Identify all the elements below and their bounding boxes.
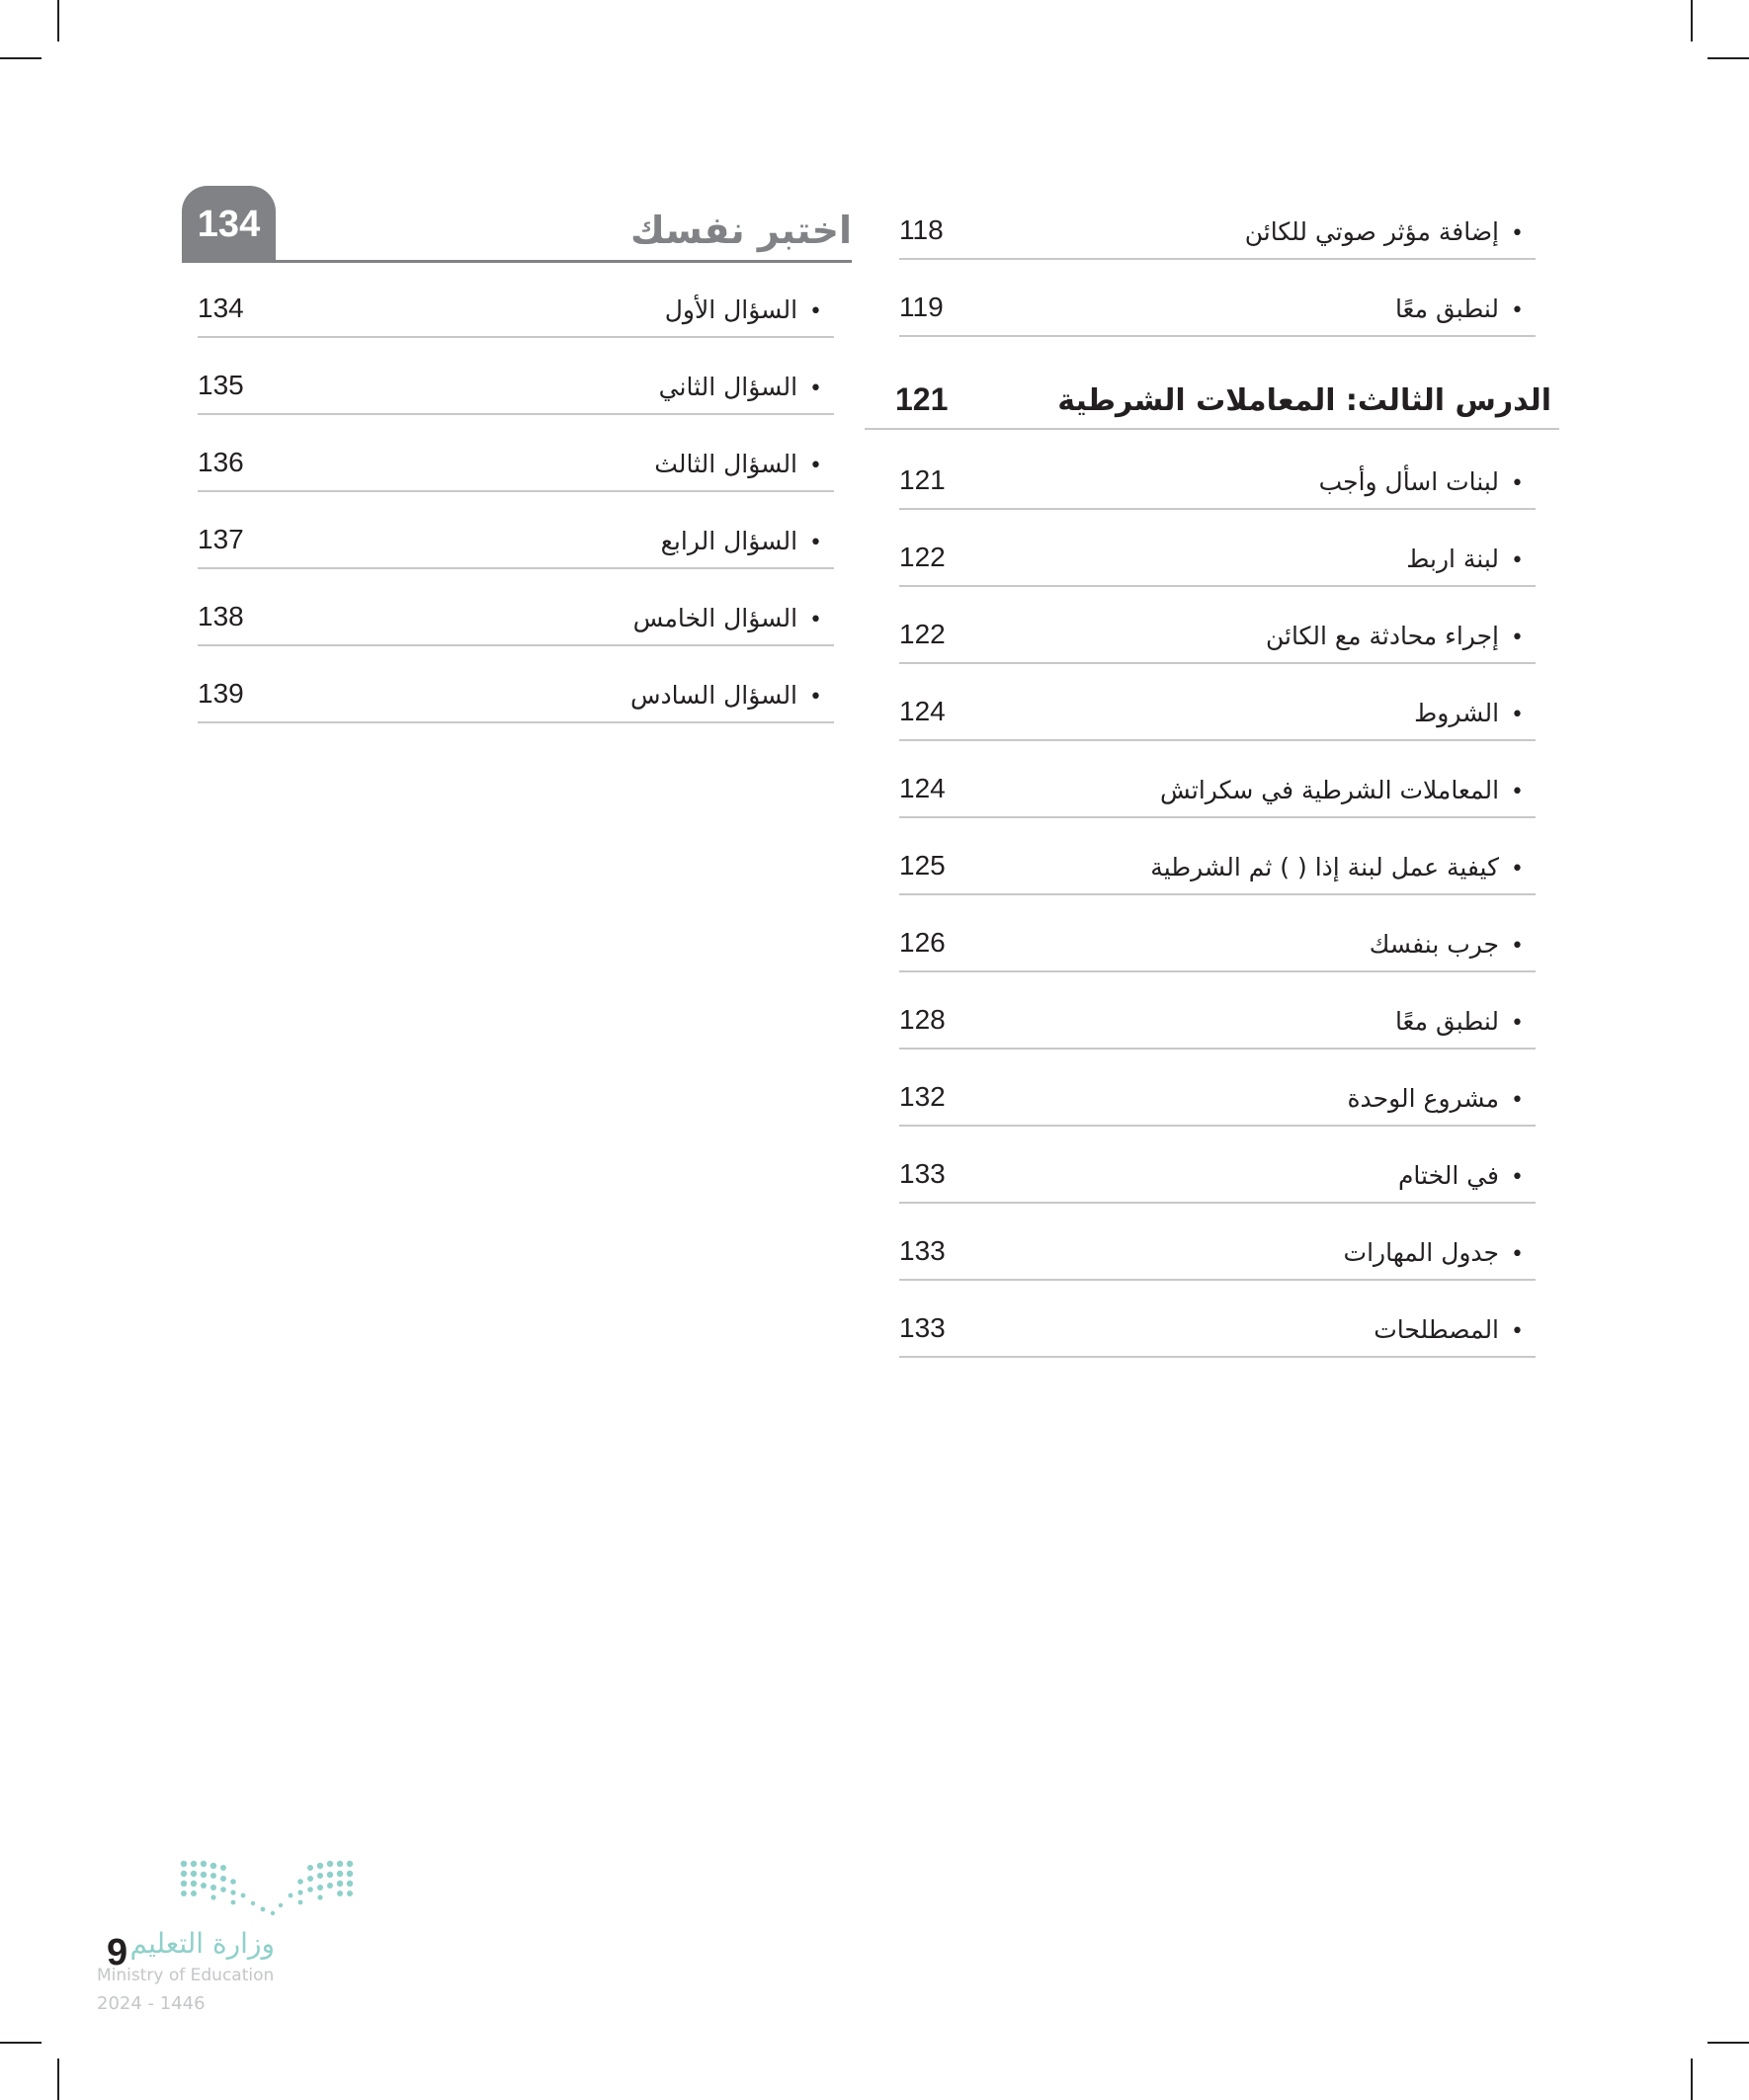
toc-entry[interactable] [198,336,834,415]
toc-entry[interactable] [899,739,1536,818]
lesson-heading[interactable] [865,357,1559,430]
toc-right-column-items [899,431,1536,1358]
toc-entry-page: 118 [899,214,944,245]
lesson-page: 121 [895,381,949,417]
crop-mark [57,2058,59,2100]
toc-entry-page: 134 [198,293,244,323]
toc-right-column-top [899,181,1536,335]
crop-mark [1691,0,1693,42]
toc-entry[interactable] [198,413,834,492]
toc-entry[interactable] [198,567,834,646]
toc-entry-label: • إضافة مؤثر صوتي للكائن [1245,217,1524,246]
toc-entry-label: • الشروط [1414,699,1524,727]
crop-mark [1691,2058,1693,2100]
toc-entry-label: • إجراء محادثة مع الكائن [1266,622,1524,650]
toc-entry-page: 133 [899,1158,946,1189]
toc-entry-page: 122 [899,542,946,572]
toc-entry-label: • المصطلحات [1374,1315,1524,1344]
toc-entry-label: • لنطبق معًا [1395,294,1524,323]
ministry-name-arabic: وزارة التعليم [129,1927,275,1960]
crop-mark [0,57,42,59]
crop-mark [0,2042,42,2044]
toc-entry-page: 137 [198,524,244,554]
toc-entry-label: • السؤال الرابع [661,527,822,555]
toc-entry[interactable] [899,508,1536,587]
toc-entry-label: • لبنات اسأل وأجب [1319,467,1524,496]
toc-entry-label: • المعاملات الشرطية في سكراتش [1160,776,1524,804]
toc-entry[interactable] [899,585,1536,664]
toc-entry-page: 132 [899,1081,946,1112]
toc-entry-page: 121 [899,464,946,495]
toc-entry[interactable] [198,259,834,338]
toc-entry-page: 133 [899,1312,946,1343]
toc-entry-page: 125 [899,850,946,881]
edition-year: 2024 - 1446 [97,1993,206,2014]
toc-entry-page: 133 [899,1235,946,1266]
toc-entry[interactable] [198,490,834,569]
toc-entry-label: • مشروع الوحدة [1347,1084,1524,1113]
test-yourself-page-tab: 134 [182,186,276,260]
toc-entry-label: • السؤال السادس [630,681,822,710]
toc-entry-label: • جرب بنفسك [1370,930,1524,959]
crop-mark [57,0,59,42]
toc-entry[interactable] [899,816,1536,895]
toc-entry[interactable] [198,644,834,723]
toc-entry-label: • السؤال الثاني [659,373,822,401]
toc-entry[interactable] [899,431,1536,510]
crop-mark [1707,2042,1749,2044]
toc-entry[interactable] [899,1202,1536,1281]
toc-entry-page: 135 [198,370,244,400]
crop-mark [1707,57,1749,59]
ministry-name-english: Ministry of Education [97,1966,275,1985]
toc-entry-page: 138 [198,601,244,631]
test-yourself-title: اختبر نفسك [630,209,852,252]
toc-entry-page: 124 [899,773,946,803]
toc-entry-page: 124 [899,696,946,726]
toc-left-column-items [198,259,834,721]
toc-entry-label: • السؤال الأول [665,295,822,324]
toc-entry-page: 136 [198,447,244,477]
lesson-title: الدرس الثالث: المعاملات الشرطية [1057,383,1551,418]
toc-entry[interactable] [899,893,1536,972]
page-number: 9 [107,1932,128,1974]
toc-entry[interactable] [899,1048,1536,1127]
toc-entry-label: • لنطبق معًا [1395,1007,1524,1036]
toc-entry-label: • كيفية عمل لبنة إذا ( ) ثم الشرطية [1150,853,1524,882]
toc-entry-label: • السؤال الخامس [633,604,822,632]
toc-entry[interactable] [899,181,1536,260]
toc-entry-page: 119 [899,292,944,322]
toc-entry-page: 128 [899,1004,946,1035]
toc-entry-label: • لبنة اربط [1406,545,1524,573]
ministry-logo-icon [178,1858,356,1921]
test-yourself-header[interactable] [182,186,852,263]
toc-entry-label: • السؤال الثالث [654,450,822,478]
toc-entry-page: 139 [198,678,244,709]
toc-entry-label: • في الختام [1398,1161,1524,1190]
toc-entry[interactable] [899,1125,1536,1204]
toc-entry-page: 122 [899,619,946,649]
toc-entry-page: 126 [899,927,946,958]
toc-entry[interactable] [899,1279,1536,1358]
toc-entry[interactable] [899,662,1536,741]
toc-entry[interactable] [899,258,1536,337]
toc-entry[interactable] [899,970,1536,1050]
toc-entry-label: • جدول المهارات [1344,1238,1524,1267]
